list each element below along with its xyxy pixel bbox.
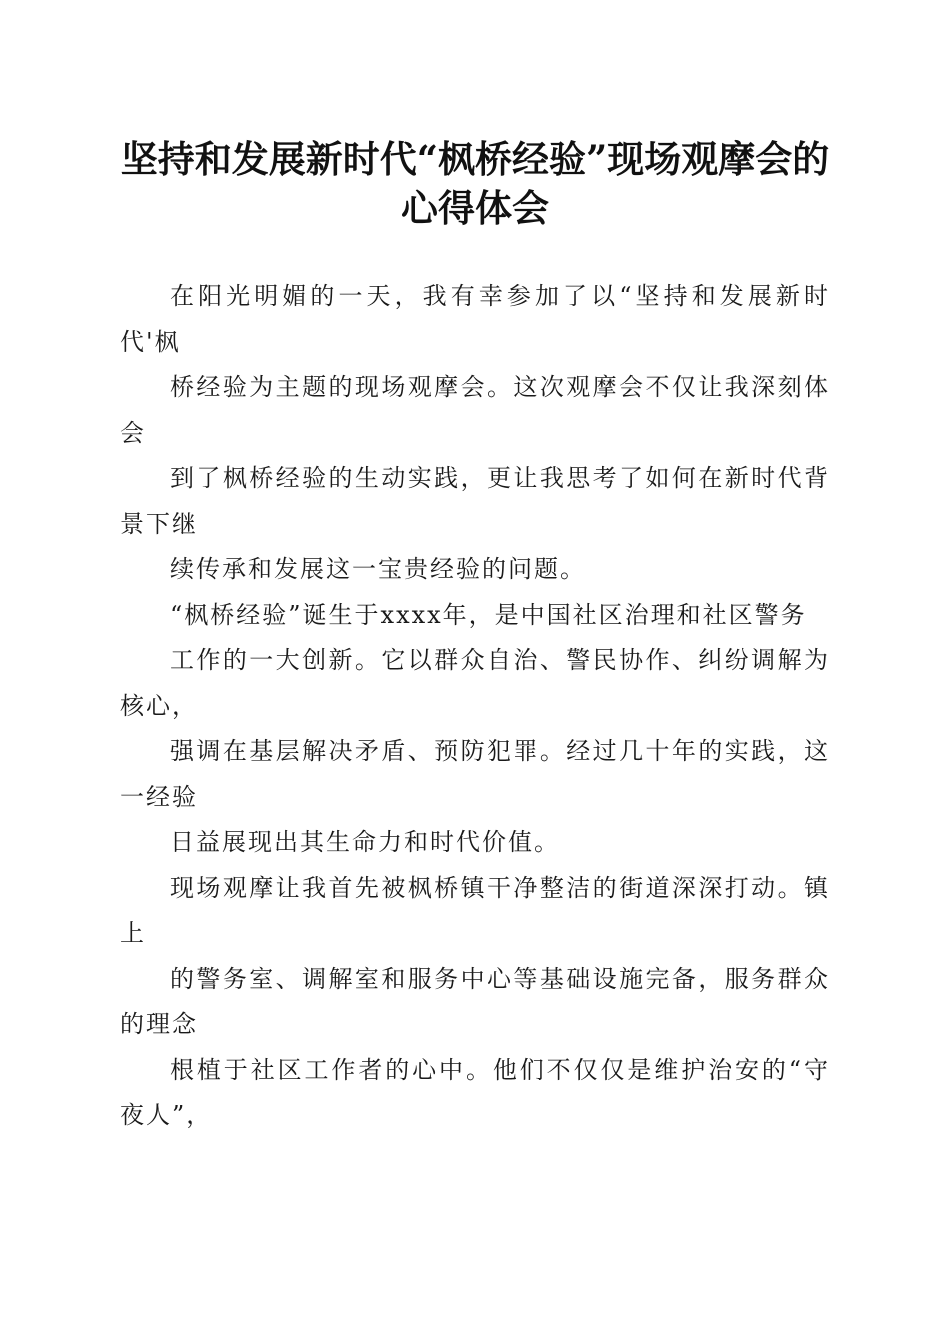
body-paragraph: 现场观摩让我首先被枫桥镇干净整洁的街道深深打动。镇上: [120, 873, 830, 947]
body-paragraph: 工作的一大创新。它以群众自治、警民协作、纠纷调解为核心，: [120, 646, 830, 720]
body-paragraph: 强调在基层解决矛盾、预防犯罪。经过几十年的实践，这一经验: [120, 737, 830, 811]
body-paragraph: 到了枫桥经验的生动实践，更让我思考了如何在新时代背景下继: [120, 464, 830, 538]
body-paragraph: 续传承和发展这一宝贵经验的问题。: [170, 555, 586, 583]
body-paragraph: 日益展现出其生命力和时代价值。: [170, 828, 560, 856]
body-paragraph: “枫桥经验”诞生于xxxx年，是中国社区治理和社区警务: [170, 600, 807, 629]
body-paragraph: 在阳光明媚的一天，我有幸参加了以“坚持和发展新时代'枫: [120, 282, 830, 356]
document-title-line-2: 心得体会: [401, 186, 549, 230]
body-paragraph: 的警务室、调解室和服务中心等基础设施完备，服务群众的理念: [120, 964, 830, 1038]
document-title-line-1: 坚持和发展新时代“枫桥经验”现场观摩会的: [120, 137, 830, 181]
body-paragraph: 根植于社区工作者的心中。他们不仅仅是维护治安的“守夜人”，: [120, 1055, 830, 1129]
document-body: [120, 274, 830, 1139]
body-paragraph: 桥经验为主题的现场观摩会。这次观摩会不仅让我深刻体会: [120, 373, 830, 447]
